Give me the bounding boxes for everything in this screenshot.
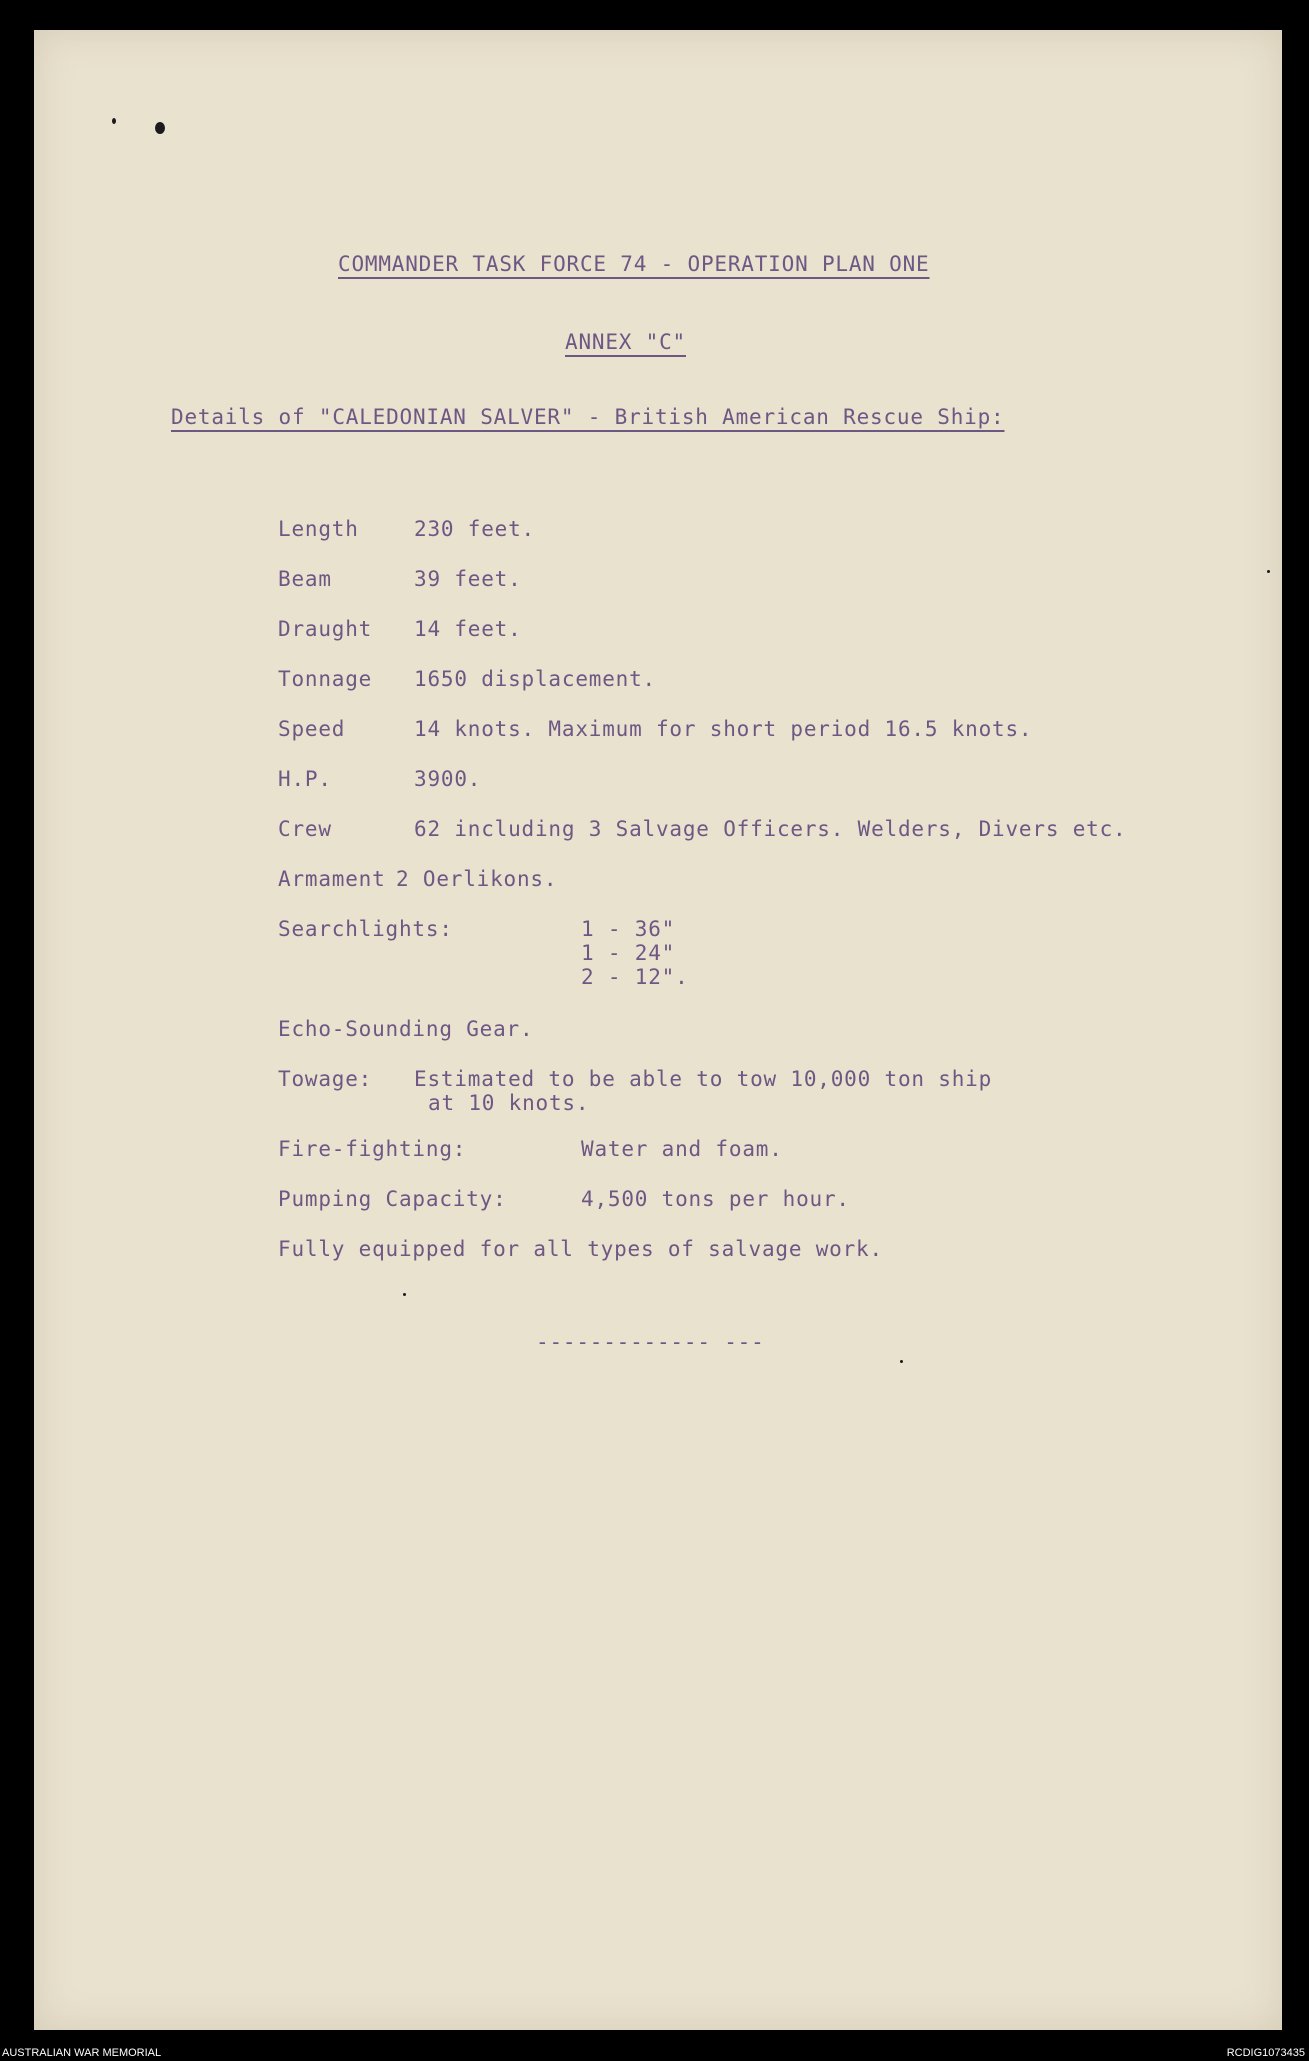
towage-label: Towage: bbox=[278, 1067, 373, 1091]
spec-value-hp: 3900. bbox=[414, 767, 482, 791]
document-title: COMMANDER TASK FORCE 74 - OPERATION PLAN ONE bbox=[338, 252, 930, 276]
searchlights-label: Searchlights: bbox=[278, 917, 453, 941]
archive-reference: RCDIG1073435 bbox=[1226, 2047, 1305, 2059]
spec-label-beam: Beam bbox=[278, 567, 332, 591]
paper-speck bbox=[403, 1293, 406, 1296]
spec-label-draught: Draught bbox=[278, 617, 373, 641]
spec-value-crew: 62 including 3 Salvage Officers. Welders, Divers etc. bbox=[414, 817, 1127, 841]
echo-sounding-line: Echo-Sounding Gear. bbox=[278, 1017, 534, 1041]
equipment-note: Fully equipped for all types of salvage work. bbox=[278, 1237, 883, 1261]
spec-value-beam: 39 feet. bbox=[414, 567, 522, 591]
paper-speck bbox=[900, 1360, 903, 1363]
fire-fighting-label: Fire-fighting: bbox=[278, 1137, 467, 1161]
document-page bbox=[34, 30, 1282, 2030]
fire-fighting-value: Water and foam. bbox=[581, 1137, 783, 1161]
archive-credit: AUSTRALIAN WAR MEMORIAL bbox=[2, 2047, 162, 2059]
towage-value: Estimated to be able to tow 10,000 ton ship bbox=[414, 1067, 993, 1091]
searchlight-value: 2 - 12". bbox=[581, 965, 689, 989]
spec-label-hp: H.P. bbox=[278, 767, 332, 791]
annex-heading: ANNEX "C" bbox=[565, 330, 686, 354]
spec-label-tonnage: Tonnage bbox=[278, 667, 373, 691]
spec-value-tonnage: 1650 displacement. bbox=[414, 667, 656, 691]
spec-label-crew: Crew bbox=[278, 817, 332, 841]
closing-divider: ------------- --- bbox=[536, 1330, 765, 1354]
spec-value-speed: 14 knots. Maximum for short period 16.5 knots. bbox=[414, 717, 1033, 741]
ship-details-heading: Details of "CALEDONIAN SALVER" - British American Rescue Ship: bbox=[171, 405, 1005, 429]
pumping-capacity-value: 4,500 tons per hour. bbox=[581, 1187, 850, 1211]
spec-label-speed: Speed bbox=[278, 717, 346, 741]
towage-value-continued: at 10 knots. bbox=[428, 1091, 590, 1115]
paper-speck bbox=[1267, 570, 1270, 573]
paper-blemish bbox=[155, 122, 165, 134]
searchlight-value: 1 - 24" bbox=[581, 941, 676, 965]
paper-blemish bbox=[112, 118, 116, 124]
spec-label-length: Length bbox=[278, 517, 359, 541]
spec-value-draught: 14 feet. bbox=[414, 617, 522, 641]
spec-label-armament: Armament bbox=[278, 867, 386, 891]
searchlight-value: 1 - 36" bbox=[581, 917, 676, 941]
spec-value-armament: 2 Oerlikons. bbox=[396, 867, 558, 891]
spec-value-length: 230 feet. bbox=[414, 517, 535, 541]
pumping-capacity-label: Pumping Capacity: bbox=[278, 1187, 507, 1211]
